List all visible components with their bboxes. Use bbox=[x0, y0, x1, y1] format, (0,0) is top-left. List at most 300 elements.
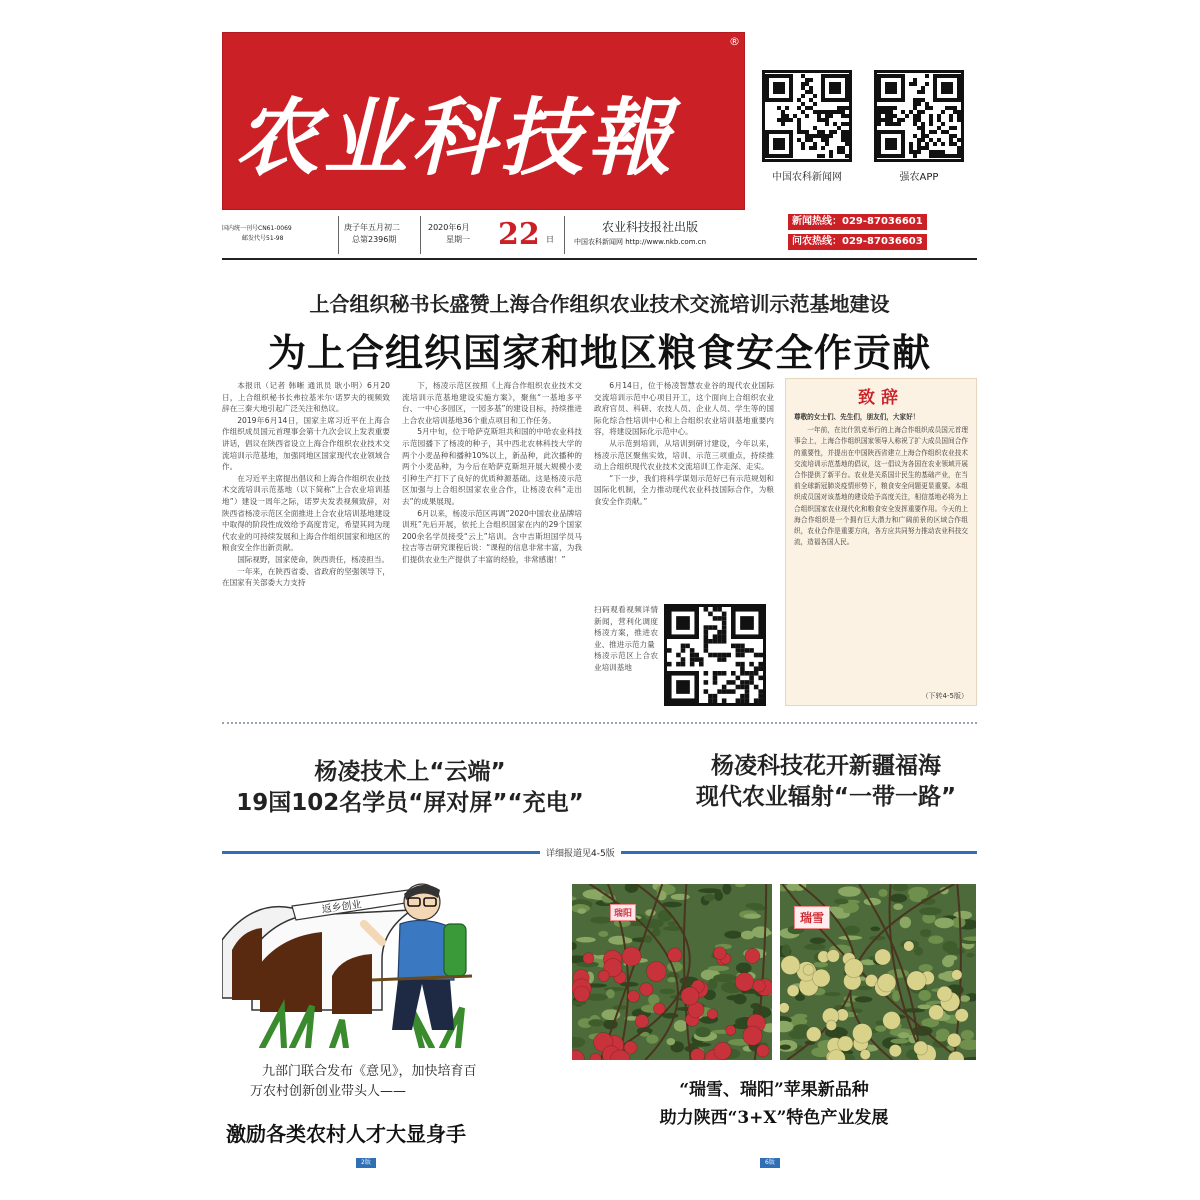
leaf bbox=[794, 1014, 807, 1019]
leaf bbox=[918, 990, 931, 1001]
qr-module bbox=[929, 150, 933, 154]
apple bbox=[691, 1048, 705, 1060]
qr-module bbox=[937, 126, 941, 130]
leaf bbox=[855, 996, 873, 1002]
qr-module bbox=[821, 138, 825, 142]
masthead-logo bbox=[222, 32, 745, 210]
qr-module bbox=[745, 648, 750, 653]
qr-finder bbox=[885, 82, 897, 94]
qr-module bbox=[841, 134, 845, 138]
leaf bbox=[810, 937, 826, 944]
apple bbox=[875, 949, 891, 965]
qr-module bbox=[685, 644, 690, 649]
leaf bbox=[824, 992, 840, 996]
leaf bbox=[666, 1038, 675, 1045]
qr-module bbox=[881, 110, 885, 114]
apple bbox=[781, 956, 800, 975]
qr-module bbox=[817, 134, 821, 138]
lead-column-2 bbox=[402, 380, 582, 706]
qr-module bbox=[913, 106, 917, 110]
leaf bbox=[576, 937, 596, 943]
qr-module bbox=[825, 134, 829, 138]
qr-module bbox=[745, 689, 750, 694]
page-tag-6[interactable]: 6版 bbox=[760, 1158, 780, 1168]
qr-module bbox=[845, 138, 849, 142]
qr-module bbox=[821, 134, 825, 138]
leaf bbox=[961, 1030, 974, 1040]
leaf bbox=[900, 917, 911, 929]
qr-module bbox=[841, 150, 845, 154]
apple bbox=[753, 980, 765, 992]
leaf bbox=[744, 913, 761, 918]
qr-module bbox=[885, 118, 889, 122]
qr-module bbox=[921, 122, 925, 126]
qr-module bbox=[740, 666, 745, 671]
qr-module bbox=[704, 689, 709, 694]
qr-module bbox=[909, 142, 913, 146]
qr-module bbox=[785, 118, 789, 122]
sub-story-right bbox=[640, 751, 1012, 813]
page-tag-2[interactable]: 2版 bbox=[356, 1158, 376, 1168]
qr-module bbox=[717, 630, 722, 635]
apple bbox=[937, 986, 952, 1001]
qr-module bbox=[758, 694, 763, 699]
qr-module bbox=[781, 114, 785, 118]
qr-module bbox=[949, 134, 953, 138]
section-divider bbox=[222, 722, 977, 724]
qr-module bbox=[953, 142, 957, 146]
newspaper-title: 农业科技報 bbox=[235, 88, 676, 187]
qr-finder bbox=[885, 138, 897, 150]
qr-module bbox=[722, 634, 727, 639]
qr-module bbox=[740, 685, 745, 690]
qr-module bbox=[917, 138, 921, 142]
qr-module bbox=[917, 150, 921, 154]
qr-module bbox=[793, 114, 797, 118]
apple bbox=[713, 947, 726, 960]
apple bbox=[955, 1009, 968, 1022]
qr-module bbox=[789, 118, 793, 122]
qr-finder bbox=[941, 82, 953, 94]
qr-module bbox=[740, 671, 745, 676]
qr-module bbox=[797, 106, 801, 110]
qr-module bbox=[805, 130, 809, 134]
qr-finder bbox=[676, 680, 690, 694]
leaf bbox=[745, 903, 762, 909]
leaf bbox=[919, 964, 933, 972]
qr-module bbox=[913, 98, 917, 102]
qr-module bbox=[713, 634, 718, 639]
qr-module bbox=[722, 630, 727, 635]
qr-module bbox=[921, 130, 925, 134]
apple-tag-right: 瑞雪 bbox=[794, 906, 830, 929]
qr-module bbox=[941, 122, 945, 126]
qr-module bbox=[829, 110, 833, 114]
qr-module bbox=[713, 625, 718, 630]
qr-module bbox=[921, 146, 925, 150]
qr-module bbox=[913, 82, 917, 86]
cartoon-caption-line1: 九部门联合发布《意见》，加快培育百 bbox=[262, 1064, 477, 1079]
qr-module bbox=[813, 102, 817, 106]
sub-story-left-line1: 杨凌技术上“云端” bbox=[314, 759, 506, 785]
qr-module bbox=[736, 653, 741, 658]
qr-module bbox=[921, 138, 925, 142]
qr-module bbox=[833, 122, 837, 126]
lead-headline: 为上合组织国家和地区粮食安全作贡献 bbox=[267, 331, 931, 375]
qr-module bbox=[722, 612, 727, 617]
qr-module bbox=[829, 154, 833, 158]
qr-module bbox=[829, 150, 833, 154]
leaf bbox=[603, 1019, 618, 1029]
speech-box bbox=[785, 378, 977, 706]
qr-module bbox=[797, 122, 801, 126]
qr-module bbox=[777, 106, 781, 110]
qr-module bbox=[941, 154, 945, 158]
qr-code-app[interactable] bbox=[874, 70, 964, 162]
qr-module bbox=[837, 106, 841, 110]
qr-module bbox=[945, 154, 949, 158]
qr-module bbox=[736, 685, 741, 690]
qr-module bbox=[704, 639, 709, 644]
qr-module bbox=[957, 150, 961, 154]
qr-module bbox=[676, 662, 681, 667]
qr-finder bbox=[829, 82, 841, 94]
apple bbox=[598, 970, 609, 981]
qr-module bbox=[758, 676, 763, 681]
qr-module bbox=[845, 154, 849, 158]
speech-text: 一年前，在比什凯克举行的上海合作组织成员国元首理事会上，上海合作组织国家领导人称祝了扩大成员国间合作的重要性，并提出在中国陕西省建立上海合作组织农业技术交流培训示范基地的倡议，这一倡议为各国在农业领域开展合作提供了新平台。农业是关系国计民生的基础产业，在当前全球新冠肺炎疫情形势下，粮食安全问题更显重要。本组织成员国对该基地的建设给予高度关注，相信基地必将为上合组织国家农业现代化和粮食安全发挥重要作用。今天的上海合作组织是一个拥有巨大潜力和广阔前景的区域合作组织，农业合作是重要方向，各方应共同努力推动农业科技交流，造福各国人民。 bbox=[794, 426, 968, 547]
apple bbox=[904, 941, 914, 951]
qr-module bbox=[740, 680, 745, 685]
qr-module bbox=[745, 685, 750, 690]
qr-module bbox=[704, 648, 709, 653]
leaf bbox=[598, 931, 608, 937]
qr-module bbox=[953, 106, 957, 110]
leaf bbox=[590, 917, 612, 924]
leaf bbox=[918, 1004, 931, 1009]
qr-module bbox=[667, 662, 672, 667]
leaf bbox=[893, 903, 903, 909]
leaf bbox=[736, 962, 752, 973]
qr-module bbox=[785, 106, 789, 110]
qr-code-video[interactable] bbox=[664, 604, 766, 706]
qr-module bbox=[841, 130, 845, 134]
apple-caption bbox=[572, 1076, 976, 1132]
qr-module bbox=[925, 74, 929, 78]
apple bbox=[707, 1009, 717, 1019]
qr-module bbox=[909, 82, 913, 86]
qr-finder bbox=[740, 616, 754, 630]
qr-module bbox=[893, 122, 897, 126]
qr-module bbox=[949, 154, 953, 158]
qr-module bbox=[740, 698, 745, 703]
qr-module bbox=[829, 134, 833, 138]
leaf bbox=[724, 931, 741, 939]
apple bbox=[838, 1036, 853, 1051]
qr-module bbox=[841, 106, 845, 110]
qr-module bbox=[754, 653, 759, 658]
issue-day: 22 bbox=[498, 217, 540, 252]
qr-module bbox=[740, 644, 745, 649]
weekday: 星期一 bbox=[446, 235, 470, 244]
qr-module bbox=[953, 154, 957, 158]
qr-module bbox=[694, 653, 699, 658]
qr-module bbox=[797, 126, 801, 130]
qr-module bbox=[809, 86, 813, 90]
qr-module bbox=[708, 698, 713, 703]
leaf bbox=[671, 894, 690, 900]
qr-module bbox=[809, 138, 813, 142]
qr-module bbox=[845, 106, 849, 110]
paragraph: “下一步，我们将科学谋划示范好已有示范规划和国际化机制，全力推动现代农业科技国际合作，为粮食安全作贡献。” bbox=[594, 473, 774, 506]
qr-pattern-icon bbox=[877, 73, 961, 159]
apple-caption-line2: 助力陕西“3+X”特色产业发展 bbox=[659, 1108, 889, 1128]
news-hotline: 新闻热线：029-87036601 bbox=[788, 214, 927, 230]
qr-module bbox=[797, 138, 801, 142]
qr-module bbox=[754, 671, 759, 676]
leaf bbox=[667, 977, 676, 982]
leaf bbox=[919, 907, 942, 915]
qr-module bbox=[676, 653, 681, 658]
qr-module bbox=[929, 130, 933, 134]
qr-module bbox=[797, 98, 801, 102]
qr-module bbox=[957, 138, 961, 142]
qr-module bbox=[889, 122, 893, 126]
apple bbox=[826, 1020, 836, 1030]
qr-module bbox=[713, 680, 718, 685]
qr-module bbox=[897, 118, 901, 122]
qr-module bbox=[731, 680, 736, 685]
qr-module bbox=[704, 625, 709, 630]
issue-info-bar bbox=[222, 212, 977, 260]
qr-module bbox=[797, 118, 801, 122]
qr-module bbox=[690, 662, 695, 667]
qr-module bbox=[717, 657, 722, 662]
qr-module bbox=[805, 114, 809, 118]
qr-module bbox=[717, 689, 722, 694]
qr-module bbox=[667, 648, 672, 653]
qr-module bbox=[797, 130, 801, 134]
speech-greeting: 尊敬的女士们、先生们，朋友们，大家好！ bbox=[794, 413, 920, 421]
qr-finder bbox=[676, 616, 690, 630]
sub-story-right-line2: 现代农业辐射“一带一路” bbox=[695, 784, 957, 810]
qr-module bbox=[841, 114, 845, 118]
qr-module bbox=[805, 138, 809, 142]
qr-module bbox=[717, 671, 722, 676]
qr-module bbox=[949, 118, 953, 122]
qr-module bbox=[713, 676, 718, 681]
qr-module bbox=[921, 86, 925, 90]
qr-module bbox=[801, 102, 805, 106]
apple-caption-line1: “瑞雪、瑞阳”苹果新品种 bbox=[679, 1080, 869, 1100]
qr-module bbox=[805, 82, 809, 86]
qr-module bbox=[809, 90, 813, 94]
qr-module bbox=[717, 607, 722, 612]
leaf bbox=[928, 935, 943, 943]
qr-module bbox=[885, 122, 889, 126]
qr-module bbox=[726, 689, 731, 694]
qr-module bbox=[809, 106, 813, 110]
apple bbox=[952, 970, 963, 981]
qr-module bbox=[704, 634, 709, 639]
qr-module bbox=[690, 653, 695, 658]
leaf bbox=[604, 987, 626, 991]
issue-date: 2020年6月 bbox=[428, 223, 470, 232]
qr-module bbox=[937, 150, 941, 154]
qr-module bbox=[708, 694, 713, 699]
apple bbox=[929, 1005, 944, 1020]
qr-module bbox=[801, 110, 805, 114]
ask-hotline: 问农热线：029-87036603 bbox=[788, 234, 927, 250]
qr-module bbox=[785, 114, 789, 118]
qr-module bbox=[917, 118, 921, 122]
qr-module bbox=[754, 698, 759, 703]
paragraph: 一年来，在陕西省委、省政府的坚强领导下，在国家有关部委大力支持 bbox=[222, 566, 390, 588]
leaf bbox=[708, 978, 718, 989]
apple bbox=[574, 986, 590, 1002]
apple-photo-left bbox=[572, 884, 772, 1060]
qr-module bbox=[745, 680, 750, 685]
qr-module bbox=[801, 146, 805, 150]
cartoon-illustration bbox=[222, 880, 494, 1048]
qr-module bbox=[937, 118, 941, 122]
qr-module bbox=[913, 154, 917, 158]
lead-column-3-side bbox=[594, 604, 658, 706]
qr-module bbox=[704, 644, 709, 649]
qr-module bbox=[817, 130, 821, 134]
qr-module bbox=[801, 94, 805, 98]
apple bbox=[622, 947, 641, 966]
leaf bbox=[704, 894, 715, 902]
qr-module bbox=[829, 130, 833, 134]
apple bbox=[787, 985, 799, 997]
qr-module bbox=[917, 142, 921, 146]
qr-module bbox=[825, 138, 829, 142]
qr-module bbox=[801, 74, 805, 78]
qr-module bbox=[941, 110, 945, 114]
qr-module bbox=[713, 694, 718, 699]
qr-module bbox=[953, 110, 957, 114]
apple bbox=[646, 962, 666, 982]
paragraph: 2019年6月14日，国家主席习近平在上海合作组织成员国元首理事会第十九次会议上发表重要讲话，倡议在陕西省设立上海合作组织农业技术交流培训示范基地，加强同地区国家现代农业领域合作。 bbox=[222, 415, 390, 472]
leaf bbox=[875, 1025, 886, 1031]
qr-module bbox=[736, 648, 741, 653]
qr-module bbox=[736, 644, 741, 649]
qr-module bbox=[905, 114, 909, 118]
paragraph: 从示范到培训，从培训到研讨建设，今年以来，杨凌示范区聚焦实效，培训、示范三项重点，持续推动上合组织现代农业技术交流培训工作走深、走实。 bbox=[594, 438, 774, 472]
paragraph: 6月以来，杨凌示范区再调“2020中国农业品牌培训班”先后开展，依托上合组织国家在内的29个国家200余名学员接受“云上”培训。含中吉斯坦国学员马拉吉等吉研究课程后说：“课程的信息非常丰富，为我们提供农业生产提供了丰富的经验，非常感谢！” bbox=[402, 508, 582, 564]
leaf bbox=[838, 886, 861, 896]
qr-module bbox=[801, 142, 805, 146]
qr-module bbox=[749, 671, 754, 676]
qr-module bbox=[917, 114, 921, 118]
qr-module bbox=[917, 90, 921, 94]
qr-module bbox=[805, 78, 809, 82]
qr-module bbox=[740, 653, 745, 658]
qr-module bbox=[690, 657, 695, 662]
qr-module bbox=[726, 680, 731, 685]
paragraph: 杨凌示范区上合农业培训基地 bbox=[594, 651, 658, 672]
leaf bbox=[695, 1027, 711, 1037]
qr-module bbox=[821, 154, 825, 158]
qr-module bbox=[717, 639, 722, 644]
apple bbox=[860, 1049, 870, 1059]
qr-module bbox=[713, 698, 718, 703]
qr-module bbox=[758, 666, 763, 671]
qr-module bbox=[933, 142, 937, 146]
qr-module bbox=[825, 142, 829, 146]
qr-module bbox=[841, 122, 845, 126]
qr-module bbox=[885, 106, 889, 110]
apple bbox=[745, 948, 760, 963]
qr-module bbox=[877, 114, 881, 118]
apple bbox=[743, 1026, 762, 1045]
apple bbox=[813, 969, 831, 987]
qr-module bbox=[805, 106, 809, 110]
qr-module bbox=[881, 106, 885, 110]
qr-module bbox=[736, 676, 741, 681]
apple bbox=[852, 1023, 872, 1043]
qr-module bbox=[913, 118, 917, 122]
website[interactable]: 中国农科新闻网 http://www.nkb.com.cn bbox=[574, 238, 707, 246]
qr-code-news-site[interactable] bbox=[762, 70, 852, 162]
qr-module bbox=[722, 689, 727, 694]
qr-module bbox=[833, 110, 837, 114]
leaf bbox=[942, 941, 957, 953]
qr-module bbox=[736, 698, 741, 703]
paragraph: 6月14日，位于杨凌智慧农业谷的现代农业国际交流培训示范中心项目开工，这个面向上合组织农业政府官员、科研、农技人员、企业人员、学生等的国际化综合性培训中心和上合组织农业培训基地重要内容，将建设国际化示范中心。 bbox=[594, 381, 774, 437]
apple bbox=[883, 1012, 901, 1030]
qr-module bbox=[777, 118, 781, 122]
qr-module bbox=[837, 110, 841, 114]
apple bbox=[640, 983, 653, 996]
apple bbox=[780, 1003, 789, 1013]
qr-module bbox=[957, 118, 961, 122]
qr-module bbox=[704, 671, 709, 676]
qr-module bbox=[781, 118, 785, 122]
qr-module bbox=[749, 680, 754, 685]
apple bbox=[714, 1042, 731, 1059]
qr-module bbox=[889, 106, 893, 110]
qr-module bbox=[837, 150, 841, 154]
qr-module bbox=[917, 98, 921, 102]
qr-module bbox=[708, 653, 713, 658]
apple bbox=[827, 950, 840, 963]
qr-module bbox=[731, 671, 736, 676]
qr-module bbox=[889, 110, 893, 114]
qr-module bbox=[925, 102, 929, 106]
qr-module bbox=[708, 625, 713, 630]
apple bbox=[681, 987, 699, 1005]
qr-module bbox=[877, 106, 881, 110]
qr-module bbox=[699, 657, 704, 662]
qr-module bbox=[681, 648, 686, 653]
qr-module bbox=[953, 134, 957, 138]
qr-module bbox=[825, 122, 829, 126]
qr-module bbox=[713, 616, 718, 621]
qr-module bbox=[845, 134, 849, 138]
qr-module bbox=[953, 126, 957, 130]
apple bbox=[668, 948, 682, 962]
qr-module bbox=[949, 126, 953, 130]
qr-module bbox=[749, 676, 754, 681]
leaf bbox=[585, 890, 595, 896]
qr-module bbox=[913, 114, 917, 118]
cartoon-headline: 激励各类农村人才大显身手 bbox=[226, 1122, 466, 1146]
leaf bbox=[708, 966, 729, 971]
apple bbox=[583, 953, 594, 964]
qr-module bbox=[801, 130, 805, 134]
